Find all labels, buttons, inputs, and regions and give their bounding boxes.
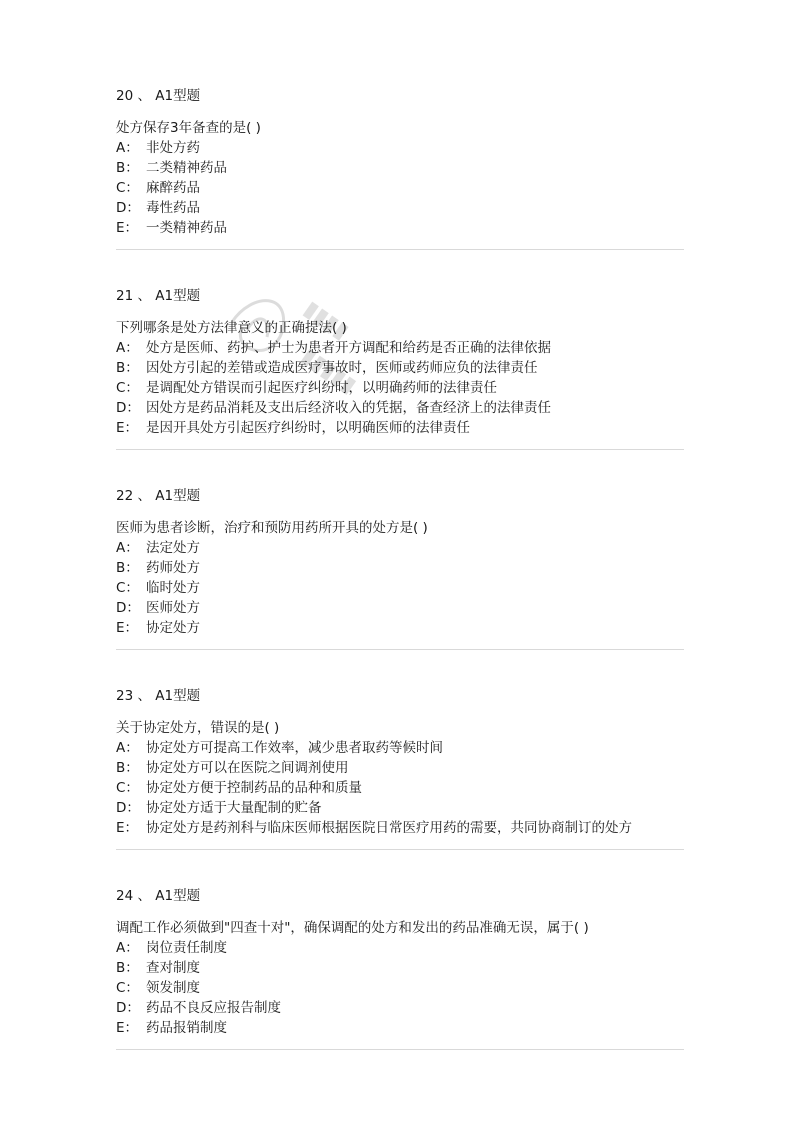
option-c: C： 临时处方: [116, 580, 200, 596]
question-header: 22 、 A1型题: [116, 488, 201, 504]
option-d: D： 协定处方适于大量配制的贮备: [116, 800, 322, 816]
question-stem: 调配工作必须做到"四查十对"，确保调配的处方和发出的药品准确无误，属于( ): [116, 920, 589, 936]
section-divider: [116, 649, 684, 650]
option-a: A： 非处方药: [116, 140, 200, 156]
option-b: B： 药师处方: [116, 560, 200, 576]
question-stem: 医师为患者诊断，治疗和预防用药所开具的处方是( ): [116, 520, 428, 536]
question-block: [116, 686, 686, 838]
question-number: 21: [116, 288, 134, 304]
option-b: B： 协定处方可以在医院之间调剂使用: [116, 760, 349, 776]
option-c: C： 领发制度: [116, 980, 200, 996]
question-type: A1型题: [155, 488, 201, 504]
svg-text:▮▮▮▮▮: ▮▮▮▮▮: [296, 343, 361, 399]
option-d: D： 医师处方: [116, 600, 200, 616]
question-number: 24: [116, 888, 134, 904]
question-number: 22: [116, 488, 134, 504]
option-d: D： 毒性药品: [116, 200, 200, 216]
option-d: D： 药品不良反应报告制度: [116, 1000, 281, 1016]
option-e: E： 一类精神药品: [116, 220, 227, 236]
section-divider: [116, 849, 684, 850]
option-a: A： 法定处方: [116, 540, 200, 556]
question-stem: 处方保存3年备查的是( ): [116, 120, 261, 136]
question-block: [116, 86, 686, 238]
option-c: C： 协定处方便于控制药品的品种和质量: [116, 780, 362, 796]
question-stem: 下列哪条是处方法律意义的正确提法( ): [116, 320, 347, 336]
option-e: E： 协定处方: [116, 620, 200, 636]
question-header: 23 、 A1型题: [116, 688, 201, 704]
question-number: 23: [116, 688, 134, 704]
question-block: [116, 286, 686, 438]
question-type: A1型题: [155, 888, 201, 904]
option-e: E： 是因开具处方引起医疗纠纷时，以明确医师的法律责任: [116, 420, 470, 436]
option-a: A： 处方是医师、药护、护士为患者开方调配和给药是否正确的法律依据: [116, 340, 551, 356]
question-header: 20 、 A1型题: [116, 88, 201, 104]
question-block: [116, 486, 686, 638]
option-c: C： 麻醉药品: [116, 180, 200, 196]
option-b: B： 因处方引起的差错或造成医疗事故时，医师或药师应负的法律责任: [116, 360, 538, 376]
svg-text:▮▮▮▮: ▮▮▮▮: [299, 296, 354, 345]
option-b: B： 查对制度: [116, 960, 200, 976]
question-stem: 关于协定处方，错误的是( ): [116, 720, 280, 736]
question-header: 21 、 A1型题: [116, 288, 201, 304]
question-block: [116, 886, 686, 1038]
option-a: A： 岗位责任制度: [116, 940, 227, 956]
question-number: 20: [116, 88, 134, 104]
option-e: E： 药品报销制度: [116, 1020, 227, 1036]
option-d: D： 因处方是药品消耗及支出后经济收入的凭据，备查经济上的法律责任: [116, 400, 551, 416]
question-type: A1型题: [155, 288, 201, 304]
option-e: E： 协定处方是药剂科与临床医师根据医院日常医疗用药的需要，共同协商制订的处方: [116, 820, 632, 836]
option-c: C： 是调配处方错误而引起医疗纠纷时，以明确药师的法律责任: [116, 380, 497, 396]
option-b: B： 二类精神药品: [116, 160, 227, 176]
question-header: 24 、 A1型题: [116, 888, 201, 904]
question-type: A1型题: [155, 88, 201, 104]
section-divider: [116, 449, 684, 450]
section-divider: [116, 249, 684, 250]
question-type: A1型题: [155, 688, 201, 704]
section-divider: [116, 1049, 684, 1050]
option-a: A： 协定处方可提高工作效率，减少患者取药等候时间: [116, 740, 443, 756]
